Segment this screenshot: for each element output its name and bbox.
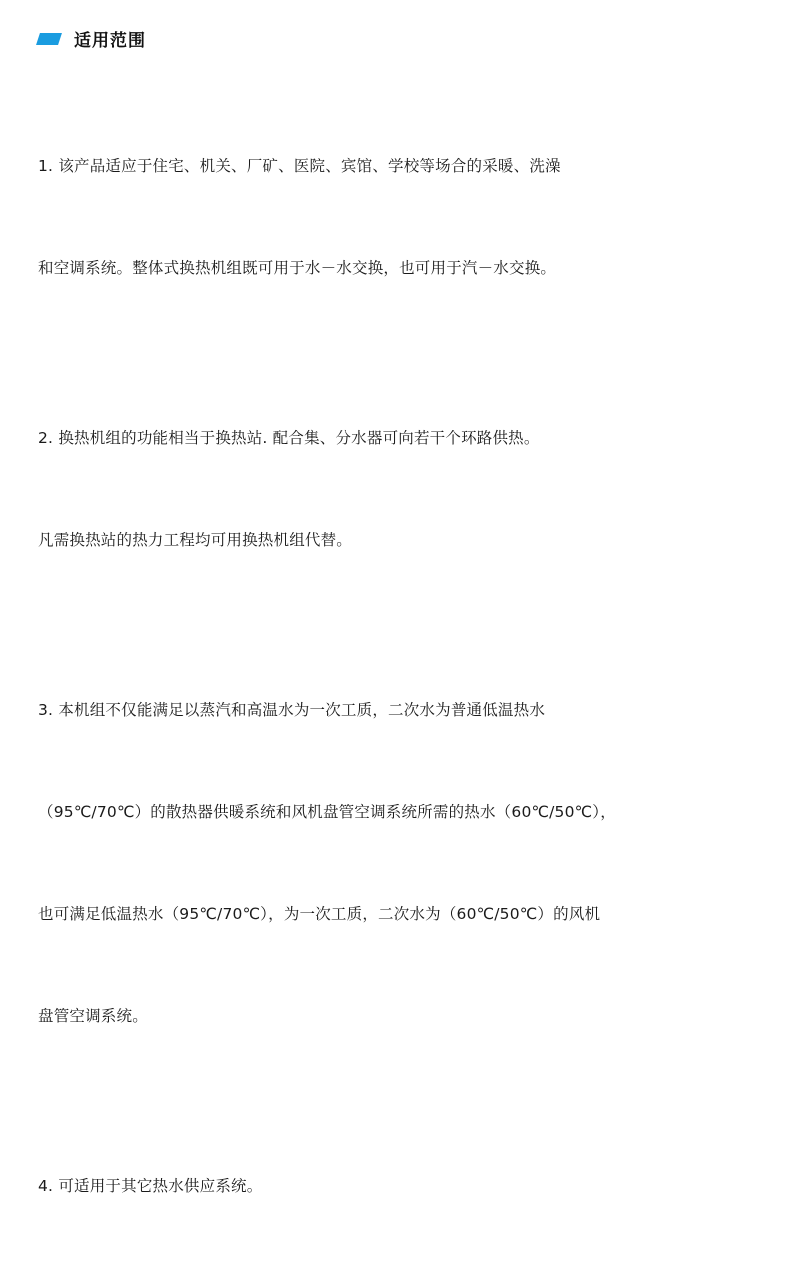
list-item	[38, 625, 750, 1101]
text-line: 也可满足低温热水（95℃/70℃），为一次工质，二次水为（60℃/50℃）的风机	[38, 905, 601, 923]
page-title: 适用范围	[74, 31, 146, 51]
text-line: 1. 该产品适应于住宅、机关、厂矿、医院、宾馆、学校等场合的采暖、洗澡	[38, 157, 561, 175]
text-line: 凡需换热站的热力工程均可用换热机组代替。	[38, 531, 353, 549]
text-line: （95℃/70℃）的散热器供暖系统和风机盘管空调系统所需的热水（60℃/50℃），	[38, 803, 616, 821]
section-header	[38, 26, 750, 51]
text-line: 4. 可适用于其它热水供应系统。	[38, 1177, 263, 1195]
text-line: 2. 换热机组的功能相当于换热站. 配合集、分水器可向若干个环路供热。	[38, 429, 540, 447]
body-text	[38, 81, 750, 1271]
list-item	[38, 81, 750, 353]
section-marker-icon	[36, 33, 62, 45]
text-line: 3. 本机组不仅能满足以蒸汽和高温水为一次工质，二次水为普通低温热水	[38, 701, 546, 719]
text-line: 和空调系统。整体式换热机组既可用于水－水交换，也可用于汽－水交换。	[38, 259, 557, 277]
text-line: 盘管空调系统。	[38, 1007, 148, 1025]
list-item	[38, 1101, 750, 1271]
list-item	[38, 353, 750, 625]
